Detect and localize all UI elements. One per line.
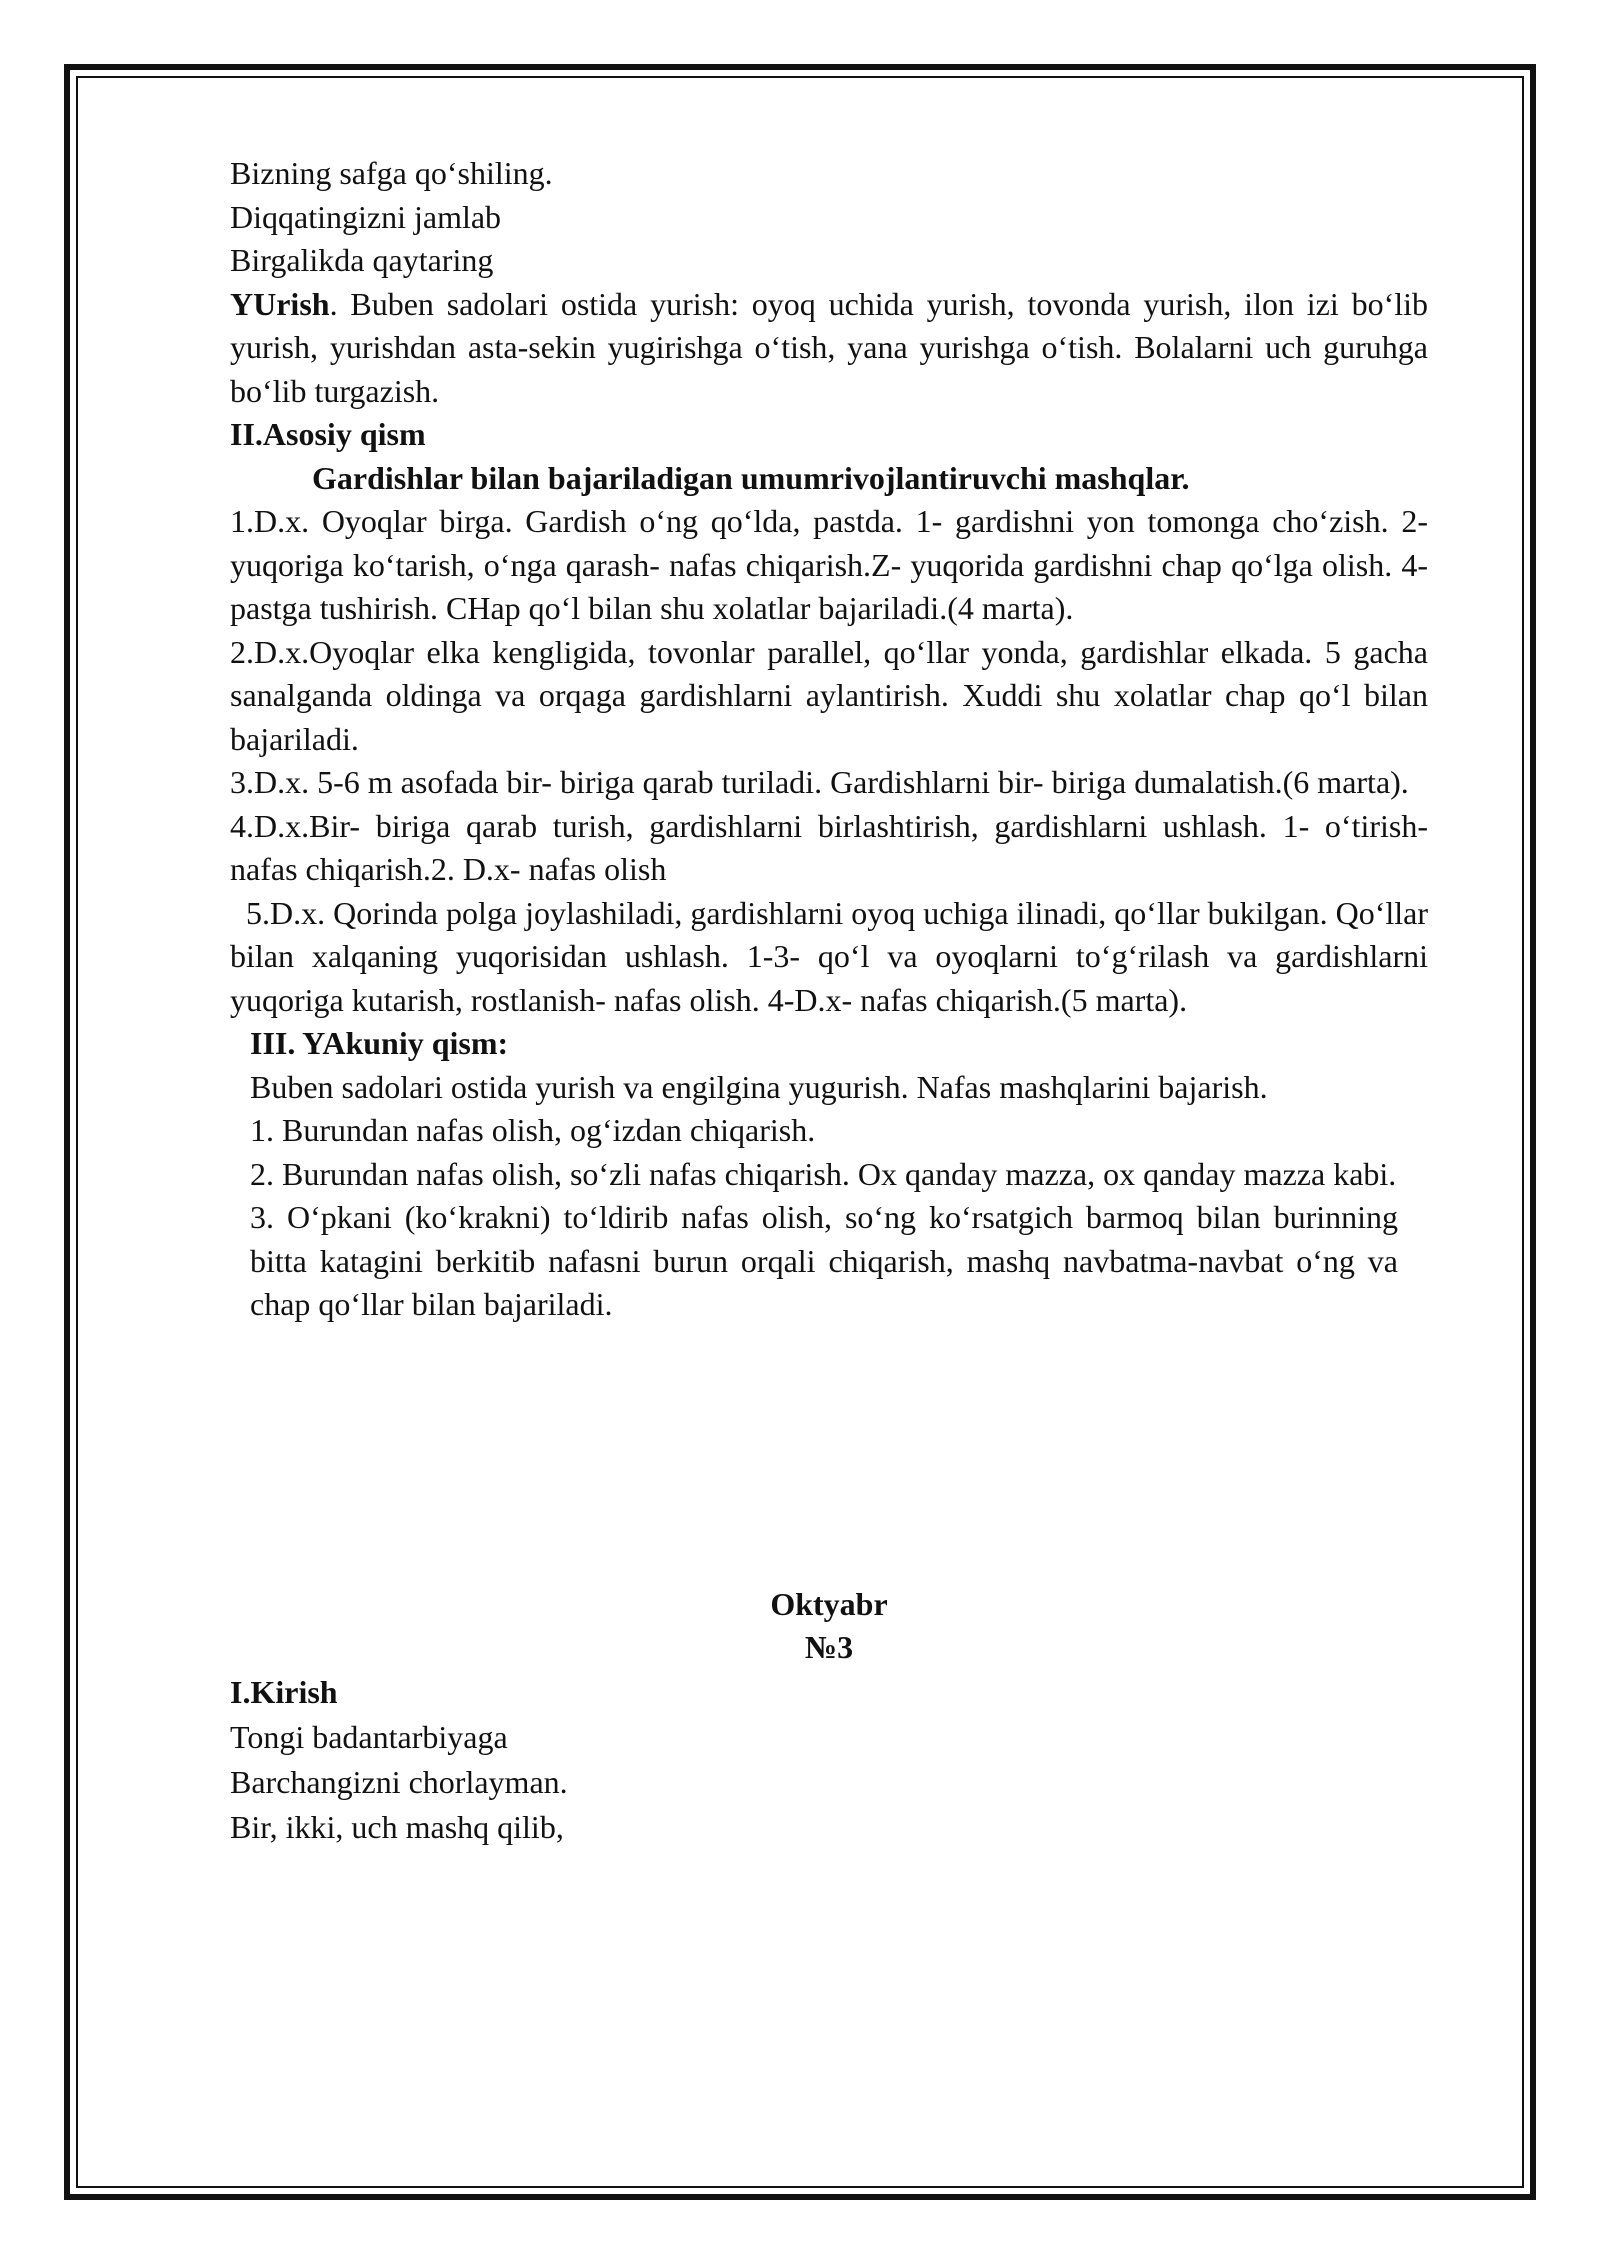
section-3-intro: Buben sadolari ostida yurish va engilgina yugurish. Nafas mashqlarini bajarish. — [250, 1068, 1268, 1105]
yurish-label: YUrish — [230, 285, 330, 322]
section-3-body — [230, 1066, 1398, 1327]
month-title: Oktyabr — [770, 1585, 888, 1622]
verse-line-3: Birgalikda qaytaring — [230, 242, 494, 278]
kirish-heading: I.Kirish — [230, 1673, 338, 1710]
section-2-heading: II.Asosiy qism — [230, 416, 426, 452]
section-3-heading: III. YAkuniy qism: — [250, 1025, 509, 1061]
section-2-subheading: Gardishlar bilan bajariladigan umumrivojlantiruvchi mashqlar. — [312, 459, 1190, 496]
lesson-number: №3 — [804, 1629, 854, 1665]
kirish-line-3: Bir, ikki, uch mashq qilib, — [230, 1808, 564, 1845]
breathing-item-1: 1. Burundan nafas olish, og‘izdan chiqarish. — [250, 1112, 816, 1148]
kirish-section — [230, 1670, 1428, 1850]
exercise-item-5: 5.D.x. Qorinda polga joylashiladi, gardishlarni oyoq uchiga ilinadi, qo‘llar bukilgan. Qo‘llar bilan xalqaning yuqorisidan ushlash. 1-3- qo‘l va oyoqlarni to‘g‘rilash va gardishlarni yuqoriga kutarish, rostlanish- nafas olish. 4-D.x- nafas chiqarish.(5 marta). — [230, 894, 1428, 1018]
yurish-text: . Buben sadolari ostida yurish: oyoq uchida yurish, tovonda yurish, ilon izi bo‘lib yurish, yurishdan asta-sekin yugirishga o‘tish, yana yurishga o‘tish. Bolalarni uch guruhga bo‘lib turgazish. — [230, 285, 1428, 409]
breathing-item-3: 3. O‘pkani (ko‘krakni) to‘ldirib nafas olish, so‘ng ko‘rsatgich barmoq bilan burinning bitta katagini berkitib nafasni burun orqali chiqarish, mashq navbatma-navbat o‘ng va chap qo‘llar bilan bajariladi. — [250, 1199, 1398, 1322]
document-page — [230, 152, 1428, 1850]
exercise-item-4: 4.D.x.Bir- biriga qarab turish, gardishlarni birlashtirish, gardishlarni ushlash. 1- o‘tirish- nafas chiqarish.2. D.x- nafas olish — [230, 807, 1428, 887]
verse-line-2: Diqqatingizni jamlab — [230, 198, 502, 235]
kirish-line-1: Tongi badantarbiyaga — [230, 1718, 508, 1755]
spacer — [230, 1327, 1428, 1583]
exercise-item-3: 3.D.x. 5-6 m asofada bir- biriga qarab turiladi. Gardishlarni bir- biriga dumalatish.(6 marta). — [230, 764, 1409, 800]
yurish-paragraph — [230, 283, 1428, 414]
exercise-item-2: 2.D.x.Oyoqlar elka kengligida, tovonlar parallel, qo‘llar yonda, gardishlar elkada. 5 gacha sanalganda oldinga va orqaga gardishlarni aylantirish. Xuddi shu xolatlar chap qo‘l bilan bajariladi. — [230, 633, 1428, 757]
exercise-item-1: 1.D.x. Oyoqlar birga. Gardish o‘ng qo‘lda, pastda. 1- gardishni yon tomonga cho‘zish. 2- yuqoriga ko‘tarish, o‘nga qarash- nafas chiqarish.Z- yuqorida gardishni chap qo‘lga olish. 4- pastga tushirish. CHap qo‘l bilan shu xolatlar bajariladi.(4 marta). — [230, 503, 1428, 626]
breathing-item-2: 2. Burundan nafas olish, so‘zli nafas chiqarish. Ox qanday mazza, ox qanday mazza kabi. — [250, 1155, 1397, 1192]
kirish-line-2: Barchangizni chorlayman. — [230, 1763, 568, 1800]
verse-line-1: Bizning safga qo‘shiling. — [230, 155, 553, 191]
